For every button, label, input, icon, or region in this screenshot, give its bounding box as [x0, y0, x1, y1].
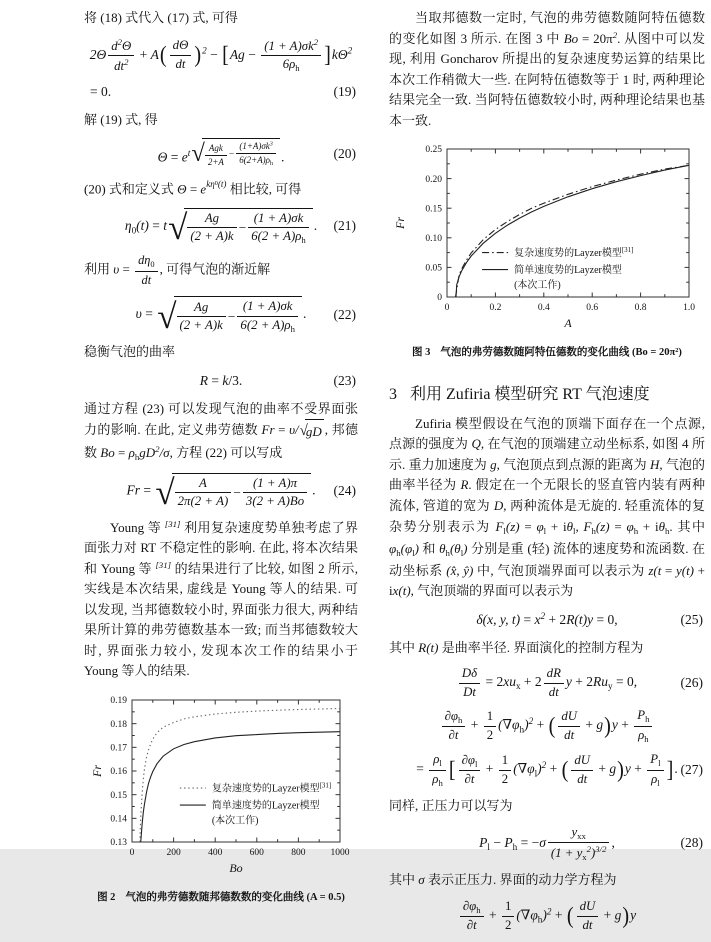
paragraph-solve-eq19: 解 (19) 式, 得 [84, 111, 158, 127]
equation-27: $\frac{\partial\varphi_h}{\partial t}$ + $\frac{1}{2}$ $(\nabla\varphi_h)^2$ + ( $\frac{dU}{dt}$ + g)y + $\frac{P_h}{\rho_h}$ = $\frac{\rho_l}{\rho_h}$ [ $\frac{\partial\varphi_l}{\partial t}$ + $\frac{1}{2}$ $(\nabla\varphi_l)^2$ + ( $\frac{dU}{dt}$ + g)y + $\frac{P_l}{\rho_l}$ ]. (27) [416, 708, 703, 788]
paragraph-dynamics-intro: 其中 σ 表示正压力. 界面的动力学方程为 [389, 872, 617, 888]
left-column [84, 6, 358, 906]
paragraph-eq20-compare: (20) 式和定义式 Θ = e kη 0 (t) 相比较, 可得 [84, 178, 302, 196]
svg-text:0.8: 0.8 [634, 303, 647, 314]
figure-2-caption [84, 891, 358, 906]
svg-text:400: 400 [208, 847, 223, 858]
equation-dynamics-partial: $\frac{\partial\varphi_h}{\partial t}$ + $\frac{1}{2}$ $(\nabla\varphi_h)^2$ + ( $\frac{dU}{dt}$ + g)y [389, 899, 705, 934]
svg-text:简单速度势的Layzer模型: 简单速度势的Layzer模型 [514, 265, 622, 277]
svg-text:0.15: 0.15 [425, 204, 442, 215]
paragraph-young-comparison: Young 等 [31] 利用复杂速度势单独考虑了界面张力对 RT 不稳定性的影响. 在此, 将本次结果和 Young 等 [31] 的结果进行了比较, 如图 2 所示, 实线是本次结果, 虚线是 Young 等人的结果. 可以发现, 当邦德数较小时, 界面张力很大, 两种结果所计算的弗劳德数基本一致; 而当邦德数较大时, 界面张力较小, 发现本次工作的结果小于 Young 等人的结果. [84, 518, 358, 679]
svg-text:0.05: 0.05 [425, 263, 442, 274]
svg-text:Fr: Fr [393, 217, 407, 230]
section-number: 3 [389, 385, 397, 403]
svg-text:复杂速度势的Layzer模型[31]: 复杂速度势的Layzer模型[31] [211, 781, 332, 795]
svg-text:0.25: 0.25 [425, 145, 442, 156]
paragraph-eq19-intro: 将 (18) 式代入 (17) 式, 可得 [84, 10, 238, 25]
paragraph-curvature-radius: 其中 R(t) 是曲率半径. 界面演化的控制方程为 [389, 639, 644, 655]
paragraph-bond-fixed: 当取邦德数一定时, 气泡的弗劳德数随阿特伍德数的变化如图 3 所示. 在图 3 中 $Bo = 20\pi^2$. 从图中可以发现, 利用 Goncharov 所提出的复杂速度势运算的结果比本次工作稍微大一些. 在阿特伍德数等于 1 时, 两种理论结果完全一致. 当阿特伍德数较小时, 两种理论结果也基本一致. [389, 10, 705, 128]
svg-text:0: 0 [129, 847, 135, 858]
svg-text:复杂速度势的Layzer模型[31]: 复杂速度势的Layzer模型[31] [514, 246, 634, 260]
svg-text:简单速度势的Layzer模型: 简单速度势的Layzer模型 [211, 800, 320, 812]
equation-25: δ(x, y, $t) = x^2 + 2R(t)y = 0$, (25) [476, 611, 703, 628]
equation-20: Θ = e t √ Agk 2+A − $\frac{(1+A)\sigma k^3}{6(2+A)\rho_h}$ . (20) [157, 140, 356, 168]
paragraph-normal-pressure: 同样, 正压力可以写为 [389, 798, 513, 814]
svg-text:200: 200 [166, 847, 181, 858]
svg-text:0.13: 0.13 [110, 838, 127, 849]
equation-26: $\frac{D\delta}{Dt}$ = $2xu_x + 2$ $\frac{dR}{dt}$ $y + 2Ru_y = 0$, (26) [389, 666, 705, 700]
svg-text:Fr: Fr [90, 764, 104, 777]
paragraph-zufiria-model: Zufiria 模型假设在气泡的顶端下面存在一个点源, 点源的强度为 Q, 在气泡的顶端建立动坐标系, 如图 4 所示. 重力加速度为 g, 气泡顶点到点源的距离为 H, 气泡的曲率半径为 R. 假定在一个无限长的竖直管内装有两种流体, 管道的宽为 D, 两种流体是无旋的. 轻重流体的复杂势分别表示为 $F_l(z) = \varphi_l + i\theta_l$, $F_h(z) = \varphi_h + i\theta_h$. 其中 $\varphi_h(\varphi_l)$ 和 $\theta_h(\theta_l)$ 分别是重 (轻) 流体的速度势和流函数. 在动坐标系 (x̂, ŷ) 中, 气泡顶端界面可以表示为 z(t = y(t) + ix(t), 气泡顶端的界面可以表示为 [389, 415, 705, 599]
equation-28: $P_l - P_h = -\sigma$ $y_{xx}$ $(1 + y_x^2)^{3/2}$ , (28) [479, 824, 703, 862]
figure-3-chart [391, 139, 703, 337]
svg-text:0.2: 0.2 [489, 303, 502, 314]
paragraph-froude-bond-def: 通过方程 (23) 可以发现气泡的曲率不受界面张力的影响. 在此, 定义弗劳德数 Fr = υ/ √ gD , 邦德数 $Bo = \rho_hgD^2/\sigma$, 方程 (22) 可以写成 [84, 400, 358, 462]
equation-24: Fr = √ A 2π(2 + A) − $\frac{(1 + A)\pi}{3(2 + A)Bo}$ . (24) [126, 472, 356, 512]
equation-23: R = k/3. (23) [199, 372, 356, 388]
section-title: 利用 Zufiria 模型研究 RT 气泡速度 [410, 385, 650, 403]
figure-2-chart [88, 690, 354, 882]
svg-text:1.0: 1.0 [683, 303, 695, 314]
svg-text:0.6: 0.6 [586, 303, 599, 314]
figure-2-caption-label: 图 2 [97, 891, 116, 903]
svg-text:0.4: 0.4 [537, 303, 550, 314]
svg-text:(本次工作): (本次工作) [211, 815, 259, 827]
svg-text:0.19: 0.19 [110, 696, 127, 707]
equation-21: $\eta_0(t) = t$ √ Ag (2 + A)k − $\frac{(1 + A)\sigma k}{6(2 + A)\rho_h}$ . (21) [124, 207, 356, 247]
figure-3-caption-text: 气泡的弗劳德数随阿特伍德数的变化曲线 (Bo = 20π²) [440, 347, 682, 359]
svg-text:800: 800 [291, 847, 306, 858]
svg-text:600: 600 [249, 847, 264, 858]
svg-text:0.15: 0.15 [110, 790, 127, 801]
svg-text:Bo: Bo [229, 860, 243, 875]
svg-text:0.10: 0.10 [425, 234, 442, 245]
svg-text:0: 0 [437, 293, 442, 304]
svg-text:A: A [564, 316, 572, 331]
right-column [389, 6, 705, 942]
figure-3 [389, 139, 705, 361]
equation-19: 2Θ $\frac{d^2\Theta}{dt^2}$ + A( $\frac{d\Theta}{dt}$ )$^2$ − [Ag − $\frac{(1 + A)\sigma k^2}{6\rho_h}$ ]$k\Theta^2$ = 0. (19) [89, 36, 356, 99]
section-heading-3 [389, 381, 705, 404]
svg-text:1000: 1000 [330, 847, 350, 858]
svg-text:0.18: 0.18 [110, 719, 127, 730]
svg-text:0.14: 0.14 [110, 814, 127, 825]
figure-3-caption-label: 图 3 [412, 347, 431, 359]
svg-text:(本次工作): (本次工作) [514, 280, 561, 292]
figure-2 [84, 690, 358, 906]
paragraph-asymptotic: 利用 υ = $\frac{d\eta_0}{dt}$ , 可得气泡的渐近解 [84, 253, 271, 288]
svg-text:0: 0 [444, 303, 450, 314]
svg-text:0.16: 0.16 [110, 767, 127, 778]
svg-text:0.17: 0.17 [110, 743, 127, 754]
paragraph-curvature: 稳衡气泡的曲率 [84, 344, 176, 360]
figure-2-caption-text: 气泡的弗劳德数随邦德数数的变化曲线 (A = 0.5) [125, 891, 345, 903]
figure-3-caption [389, 346, 705, 361]
equation-22: υ = √ Ag (2 + A)k − $\frac{(1 + A)\sigma k}{6(2 + A)\rho_h}$ . (22) [135, 296, 356, 336]
svg-text:0.20: 0.20 [425, 174, 442, 185]
